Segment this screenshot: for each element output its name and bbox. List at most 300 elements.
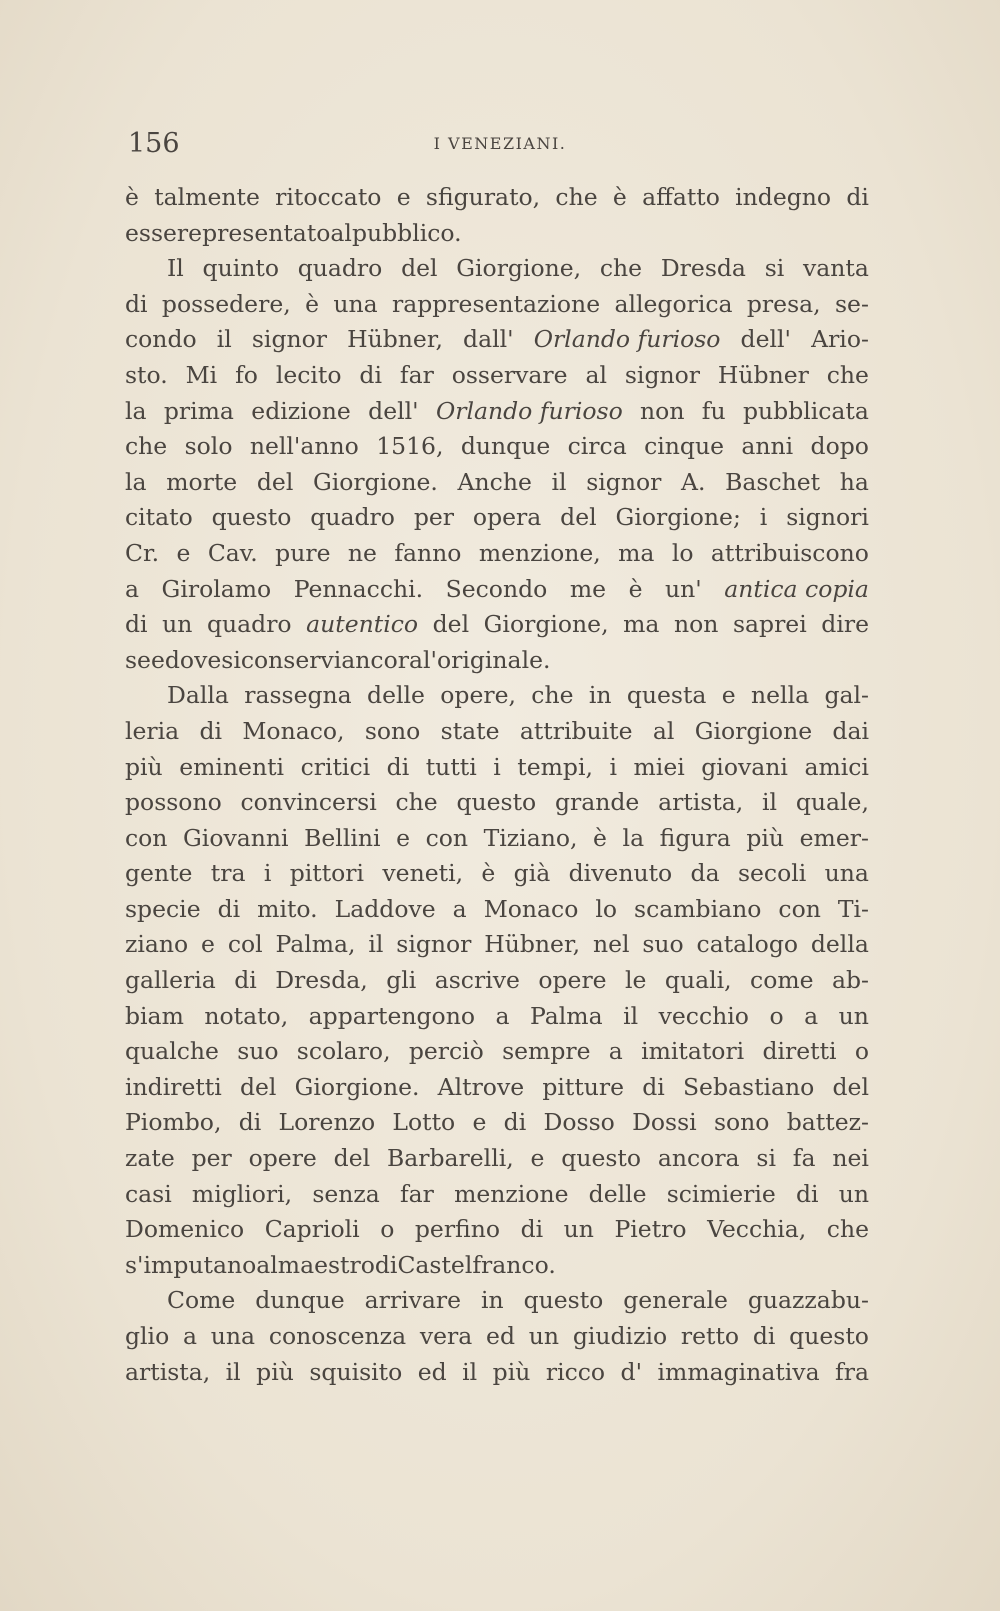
word: migliori, — [191, 1179, 293, 1208]
word: come — [750, 966, 814, 995]
word: questo — [456, 788, 537, 817]
word: battez- — [786, 1108, 869, 1137]
word: in — [480, 1286, 504, 1315]
word: nella — [751, 681, 810, 710]
word: signori — [786, 503, 869, 532]
word: al — [585, 360, 607, 389]
word: del — [333, 1144, 371, 1173]
word: 1516, — [376, 432, 444, 461]
word: dunque — [255, 1286, 345, 1315]
word: di — [752, 1322, 776, 1350]
word: retto — [680, 1322, 740, 1350]
word: Giorgione. — [313, 467, 438, 496]
page-header — [128, 128, 872, 164]
word: affatto — [642, 183, 720, 211]
word: a — [608, 1037, 623, 1066]
word: fo — [235, 360, 258, 389]
word: quale, — [795, 788, 869, 817]
word: dire — [821, 610, 869, 639]
word: Giorgione, — [483, 610, 609, 639]
word: Barbarelli, — [386, 1144, 514, 1173]
word: del — [832, 1072, 869, 1101]
word: della — [810, 930, 869, 959]
word: tutti — [425, 752, 477, 781]
word: ancora — [341, 645, 423, 674]
page-number: 156 — [128, 128, 180, 159]
word: menzione — [454, 1179, 569, 1208]
word: divenuto — [568, 859, 673, 888]
word: maestro — [277, 1250, 375, 1279]
word: per — [413, 503, 455, 532]
word: la — [125, 467, 147, 496]
word: Giorgione; — [615, 503, 741, 532]
word: ab- — [832, 966, 869, 995]
text-line — [125, 322, 869, 358]
word: opere, — [440, 681, 516, 710]
word: glio — [125, 1322, 170, 1350]
word: un — [528, 1322, 560, 1350]
word: per — [191, 1144, 232, 1173]
word: dell' — [368, 396, 419, 425]
word: è — [125, 183, 139, 211]
word: d' — [620, 1357, 643, 1386]
word: scolaro, — [296, 1037, 391, 1066]
word: diretti — [762, 1037, 837, 1066]
text-line — [125, 963, 869, 999]
word: appartengono — [308, 1001, 475, 1030]
word: del — [401, 254, 438, 283]
text-line — [125, 1248, 869, 1284]
word: le — [625, 966, 647, 995]
word: circa — [567, 432, 627, 461]
word: quadro — [310, 503, 395, 532]
word: dai — [832, 716, 869, 745]
word: giudizio — [572, 1322, 668, 1350]
word: perciò — [408, 1037, 484, 1066]
word: attribuiscono — [710, 538, 869, 567]
word: di — [642, 1072, 665, 1101]
text-line — [125, 892, 869, 928]
word: il — [551, 467, 567, 496]
text-line — [125, 1141, 869, 1177]
word: sono — [713, 1108, 770, 1137]
word: ed — [486, 1322, 515, 1350]
word: scambiano — [634, 894, 762, 923]
word: casi — [125, 1179, 172, 1208]
word: presentato — [202, 218, 331, 247]
body-text — [125, 180, 869, 1390]
word: e — [201, 930, 215, 959]
word: signor — [251, 325, 328, 354]
word: e — [396, 823, 410, 852]
word: e — [176, 538, 191, 567]
text-line — [125, 1212, 869, 1248]
text-line — [125, 856, 869, 892]
italic-title: Orlando furioso — [533, 325, 721, 354]
word: suo — [237, 1037, 279, 1066]
word: sfigurato, — [425, 183, 541, 211]
word: attribuite — [519, 716, 633, 745]
word: ha — [839, 467, 869, 496]
word: Secondo — [445, 574, 548, 603]
italic-title: antica copia — [724, 574, 869, 603]
word: sto. — [125, 360, 168, 389]
word: un — [838, 1179, 869, 1208]
word: suo — [642, 930, 684, 959]
word: Hübner, — [347, 325, 443, 354]
word: biam — [125, 1001, 184, 1030]
word: se- — [834, 289, 869, 318]
word: un' — [665, 574, 702, 603]
text-line — [125, 572, 869, 608]
word: già — [513, 859, 551, 888]
word: Monaco — [483, 894, 579, 923]
word: opera — [472, 503, 542, 532]
word: il — [762, 788, 778, 817]
word: Palma — [530, 1001, 603, 1030]
text-line — [125, 287, 869, 323]
word: di — [125, 289, 148, 318]
word: ne — [347, 538, 377, 567]
word: fanno — [394, 538, 462, 567]
word: di — [374, 1250, 398, 1279]
word: immaginativa — [657, 1357, 820, 1386]
word: talmente — [154, 183, 260, 211]
italic-title: Orlando furioso — [435, 396, 623, 425]
word: ed — [417, 1357, 447, 1386]
word: che — [826, 1215, 869, 1244]
word: di — [125, 610, 148, 639]
word: che — [125, 432, 168, 461]
word: possono — [125, 788, 222, 817]
text-line — [125, 1283, 869, 1319]
word: i — [263, 859, 272, 888]
word: che — [555, 183, 598, 211]
text-line — [125, 643, 869, 679]
word: più — [256, 1357, 294, 1386]
text-line — [125, 1177, 869, 1213]
word: quadro — [297, 254, 383, 283]
word: scimierie — [666, 1179, 776, 1208]
word: possedere, — [161, 289, 291, 318]
word: se — [125, 645, 151, 674]
word: conoscenza — [268, 1322, 407, 1350]
running-title: I VENEZIANI. — [433, 134, 567, 153]
word: del — [239, 1072, 277, 1101]
word: Domenico — [125, 1215, 245, 1244]
word: far — [399, 360, 434, 389]
word: col — [227, 930, 263, 959]
word: opere — [248, 1144, 317, 1173]
word: Laddove — [334, 894, 436, 923]
word: gli — [386, 966, 417, 995]
word: che — [826, 360, 869, 389]
word: non — [640, 396, 685, 425]
word: Dossi — [632, 1108, 697, 1137]
word: amici — [804, 752, 869, 781]
word: da — [690, 859, 720, 888]
text-line — [125, 750, 869, 786]
word: delle — [367, 681, 425, 710]
word: signor — [396, 930, 472, 959]
word: il — [462, 1357, 478, 1386]
text-line — [125, 429, 869, 465]
word: Vecchia, — [707, 1215, 807, 1244]
word: quali, — [664, 966, 732, 995]
word: gal- — [824, 681, 869, 710]
word: Baschet — [725, 467, 821, 496]
text-line — [125, 180, 869, 216]
word: veneti, — [382, 859, 464, 888]
word: e — [472, 1108, 487, 1137]
word: che — [599, 254, 643, 283]
word: saprei — [732, 610, 807, 639]
text-line — [125, 1319, 869, 1355]
word: questo — [789, 1322, 869, 1350]
word: più — [125, 752, 163, 781]
text-line — [125, 1355, 869, 1391]
word: a — [125, 574, 140, 603]
word: ancora — [657, 1144, 740, 1173]
word: con — [778, 894, 821, 923]
word: una — [824, 859, 869, 888]
word: in — [588, 681, 612, 710]
word: dell' — [740, 325, 791, 354]
word: a — [452, 894, 467, 923]
word: più — [492, 1357, 531, 1386]
word: dunque — [460, 432, 551, 461]
word: una — [333, 289, 378, 318]
word: che — [395, 788, 438, 817]
word: solo — [184, 432, 233, 461]
word: del — [560, 503, 597, 532]
word: artista, — [658, 788, 744, 817]
word: un — [162, 610, 193, 639]
word: allegorica — [614, 289, 733, 318]
word: mito. — [257, 894, 318, 923]
word: di — [199, 716, 223, 745]
word: non — [673, 610, 719, 639]
word: figura — [659, 823, 731, 852]
word: Dresda — [660, 254, 746, 283]
word: dall' — [463, 325, 514, 354]
word: Dosso — [543, 1108, 615, 1137]
word: al — [330, 218, 352, 247]
word: catalogo — [696, 930, 799, 959]
word: imputano — [143, 1250, 257, 1279]
word: indegno — [735, 183, 832, 211]
text-line — [125, 999, 869, 1035]
word: ziano — [125, 930, 189, 959]
word: Giovanni — [183, 823, 289, 852]
text-line — [125, 678, 869, 714]
word: un — [563, 1215, 594, 1244]
word: ma — [623, 610, 660, 639]
word: sempre — [502, 1037, 591, 1066]
word: conservi — [240, 645, 342, 674]
word: più — [746, 823, 785, 852]
word: Hübner — [717, 360, 809, 389]
word: lecito — [275, 360, 342, 389]
word: Ario- — [811, 325, 869, 354]
word: al — [652, 716, 675, 745]
word: i — [493, 752, 501, 781]
word: miei — [633, 752, 685, 781]
word: e — [530, 1144, 545, 1173]
word: pure — [275, 538, 331, 567]
text-line — [125, 465, 869, 501]
word: pubblico. — [351, 218, 462, 247]
word: emer- — [799, 823, 869, 852]
word: pitture — [542, 1072, 625, 1101]
word: la — [125, 396, 147, 425]
word: Pennacchi. — [293, 574, 424, 603]
word: di — [795, 1179, 819, 1208]
word: rappresentazione — [391, 289, 601, 318]
word: di — [217, 894, 241, 923]
word: presa, — [746, 289, 821, 318]
word: Cr. — [125, 538, 160, 567]
word: una — [210, 1322, 256, 1350]
word: nei — [832, 1144, 869, 1173]
word: imitatori — [641, 1037, 745, 1066]
word: il — [623, 1001, 639, 1030]
text-line — [125, 251, 869, 287]
word: qualche — [125, 1037, 219, 1066]
word: o — [769, 1001, 784, 1030]
word: morte — [166, 467, 238, 496]
word: essere — [125, 218, 203, 247]
word: si — [221, 645, 241, 674]
word: Monaco, — [242, 716, 345, 745]
word: con — [125, 823, 168, 852]
word: vanta — [803, 254, 869, 283]
word: ritoccato — [275, 183, 382, 211]
word: e — [396, 183, 411, 211]
word: me — [569, 574, 607, 603]
word: è — [628, 574, 643, 603]
italic-title: autentico — [306, 610, 419, 639]
word: nel — [592, 930, 630, 959]
word: la — [622, 823, 645, 852]
word: Giorgione — [694, 716, 813, 745]
text-line — [125, 216, 869, 252]
word: Bellini — [304, 823, 381, 852]
word: prima — [163, 396, 234, 425]
word: Ti- — [837, 894, 869, 923]
word: con — [425, 823, 469, 852]
word: perfino — [414, 1215, 501, 1244]
word: far — [399, 1179, 434, 1208]
word: edizione — [251, 396, 351, 425]
word: quinto — [202, 254, 279, 283]
word: A. — [681, 467, 706, 496]
word: Mi — [185, 360, 218, 389]
text-line — [125, 785, 869, 821]
word: si — [756, 1144, 776, 1173]
word: di — [520, 1215, 544, 1244]
word: cinque — [644, 432, 724, 461]
word: Sebastiano — [682, 1072, 815, 1101]
word: guazzabu- — [747, 1286, 869, 1315]
word: Palma, — [275, 930, 356, 959]
word: i — [759, 503, 768, 532]
word: tra — [210, 859, 246, 888]
word: dove — [164, 645, 222, 674]
word: e — [721, 681, 736, 710]
word: pittori — [289, 859, 365, 888]
word: sono — [364, 716, 421, 745]
word: i — [609, 752, 617, 781]
word: al — [256, 1250, 278, 1279]
word: Cav. — [207, 538, 258, 567]
word: questo — [523, 1286, 604, 1315]
word: Dresda, — [275, 966, 368, 995]
word: fra — [835, 1357, 869, 1386]
text-line — [125, 1105, 869, 1141]
word: a — [804, 1001, 819, 1030]
word: Altrove — [437, 1072, 525, 1101]
word: vera — [419, 1322, 473, 1350]
word: Tiziano, — [483, 823, 578, 852]
word: è — [612, 183, 627, 211]
word: eminenti — [179, 752, 285, 781]
word: il — [216, 325, 232, 354]
word: di — [238, 1108, 262, 1137]
text-line — [125, 927, 869, 963]
word: vecchio — [658, 1001, 749, 1030]
word: rassegna — [244, 681, 352, 710]
word: è — [305, 289, 319, 318]
word: tempi, — [517, 752, 593, 781]
word: artista, — [125, 1357, 211, 1386]
word: nell'anno — [249, 432, 359, 461]
word: questa — [626, 681, 707, 710]
word: anni — [741, 432, 794, 461]
word: specie — [125, 894, 201, 923]
word: lo — [671, 538, 694, 567]
word: e — [150, 645, 165, 674]
word: l' — [422, 645, 437, 674]
text-line — [125, 821, 869, 857]
word: gente — [125, 859, 193, 888]
word: a — [495, 1001, 510, 1030]
word: lo — [595, 894, 618, 923]
word: di — [359, 360, 382, 389]
word: Lotto — [392, 1108, 456, 1137]
word: Pietro — [614, 1215, 687, 1244]
word: o — [854, 1037, 869, 1066]
word: il — [225, 1357, 241, 1386]
word: convincersi — [240, 788, 377, 817]
word: giovani — [701, 752, 788, 781]
word: Giorgione. — [294, 1072, 420, 1101]
word: arrivare — [364, 1286, 462, 1315]
word: Hübner, — [484, 930, 581, 959]
word: ascrive — [434, 966, 520, 995]
text-line — [125, 536, 869, 572]
word: galleria — [125, 966, 216, 995]
word: fu — [701, 396, 726, 425]
word: opere — [538, 966, 607, 995]
word: notato, — [204, 1001, 289, 1030]
word: è — [481, 859, 496, 888]
word: ricco — [545, 1357, 606, 1386]
word: citato — [125, 503, 193, 532]
word: Giorgione, — [456, 254, 582, 283]
word: Girolamo — [161, 574, 272, 603]
word: di — [234, 966, 257, 995]
